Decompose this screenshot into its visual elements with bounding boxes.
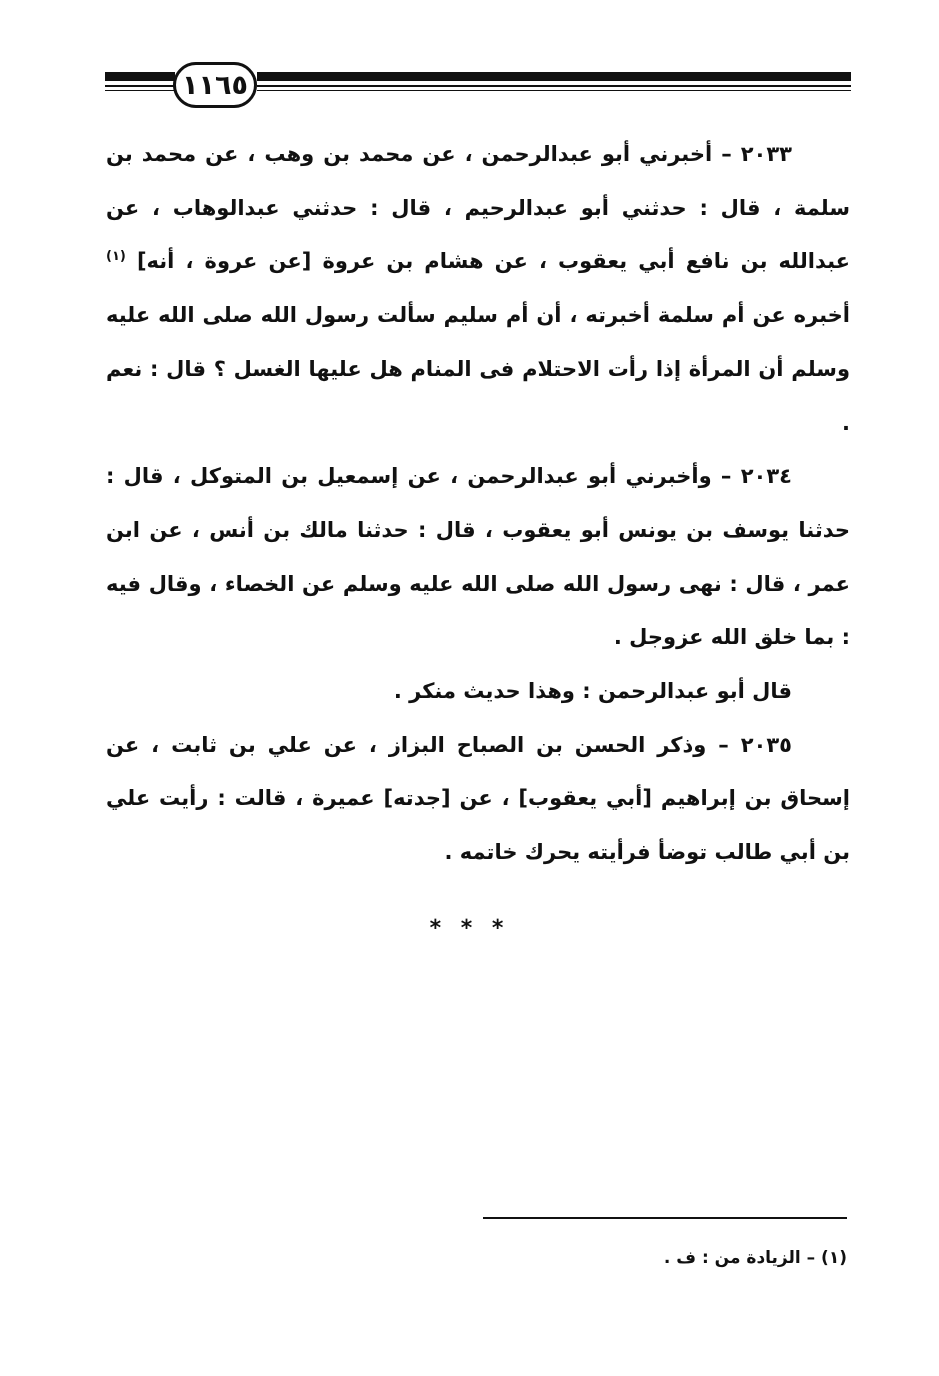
hadith-2033-text-continued: أخبره عن أم سلمة أخبرته ، أن أم سليم سألت رسول الله صلى الله عليه وسلم أن المرأة إذا رأت الاحتلام فى المنام هل عليها الغسل ؟ قال : نعم . bbox=[106, 303, 850, 435]
footnote-divider bbox=[483, 1217, 847, 1219]
page-number: ١١٦٥ bbox=[173, 62, 257, 108]
footnote-reference[interactable]: (١) bbox=[106, 249, 126, 265]
header-rule-right bbox=[257, 72, 851, 100]
hadith-2035: ٢٠٣٥ – وذكر الحسن بن الصباح البزاز ، عن علي بن ثابت ، عن إسحاق بن إبراهيم [أبي يعقوب] ، عن [جدته] عميرة ، قالت : رأيت علي بن أبي طالب توضأ فرأيته يحرك خاتمه . bbox=[106, 732, 850, 865]
footnote: (١) – الزيادة من : ف . bbox=[663, 1248, 847, 1268]
hadith-2033 bbox=[106, 128, 850, 450]
author-comment: قال أبو عبدالرحمن : وهذا حديث منكر . bbox=[393, 679, 792, 704]
page-header bbox=[105, 58, 851, 118]
hadith-2034: ٢٠٣٤ – وأخبرني أبو عبدالرحمن ، عن إسمعيل بن المتوكل ، قال : حدثنا يوسف بن يونس أبو يعقوب ، قال : حدثنا مالك بن أنس ، عن ابن عمر ، قال : نهى رسول الله صلى الله عليه وسلم عن الخصاء ، وقال فيه : بما خلق الله عزوجل . bbox=[106, 464, 850, 650]
body-text bbox=[106, 128, 850, 880]
header-rule-left bbox=[105, 72, 175, 100]
hadith-2033-text: ٢٠٣٣ – أخبرني أبو عبدالرحمن ، عن محمد بن وهب ، عن محمد بن سلمة ، قال : حدثني أبو عبدالرحيم ، قال : حدثني عبدالوهاب ، عن عبدالله بن نافع أبي يعقوب ، عن هشام بن عروة [عن عروة ، أنه] bbox=[106, 142, 850, 274]
section-separator: * * * bbox=[429, 916, 510, 941]
